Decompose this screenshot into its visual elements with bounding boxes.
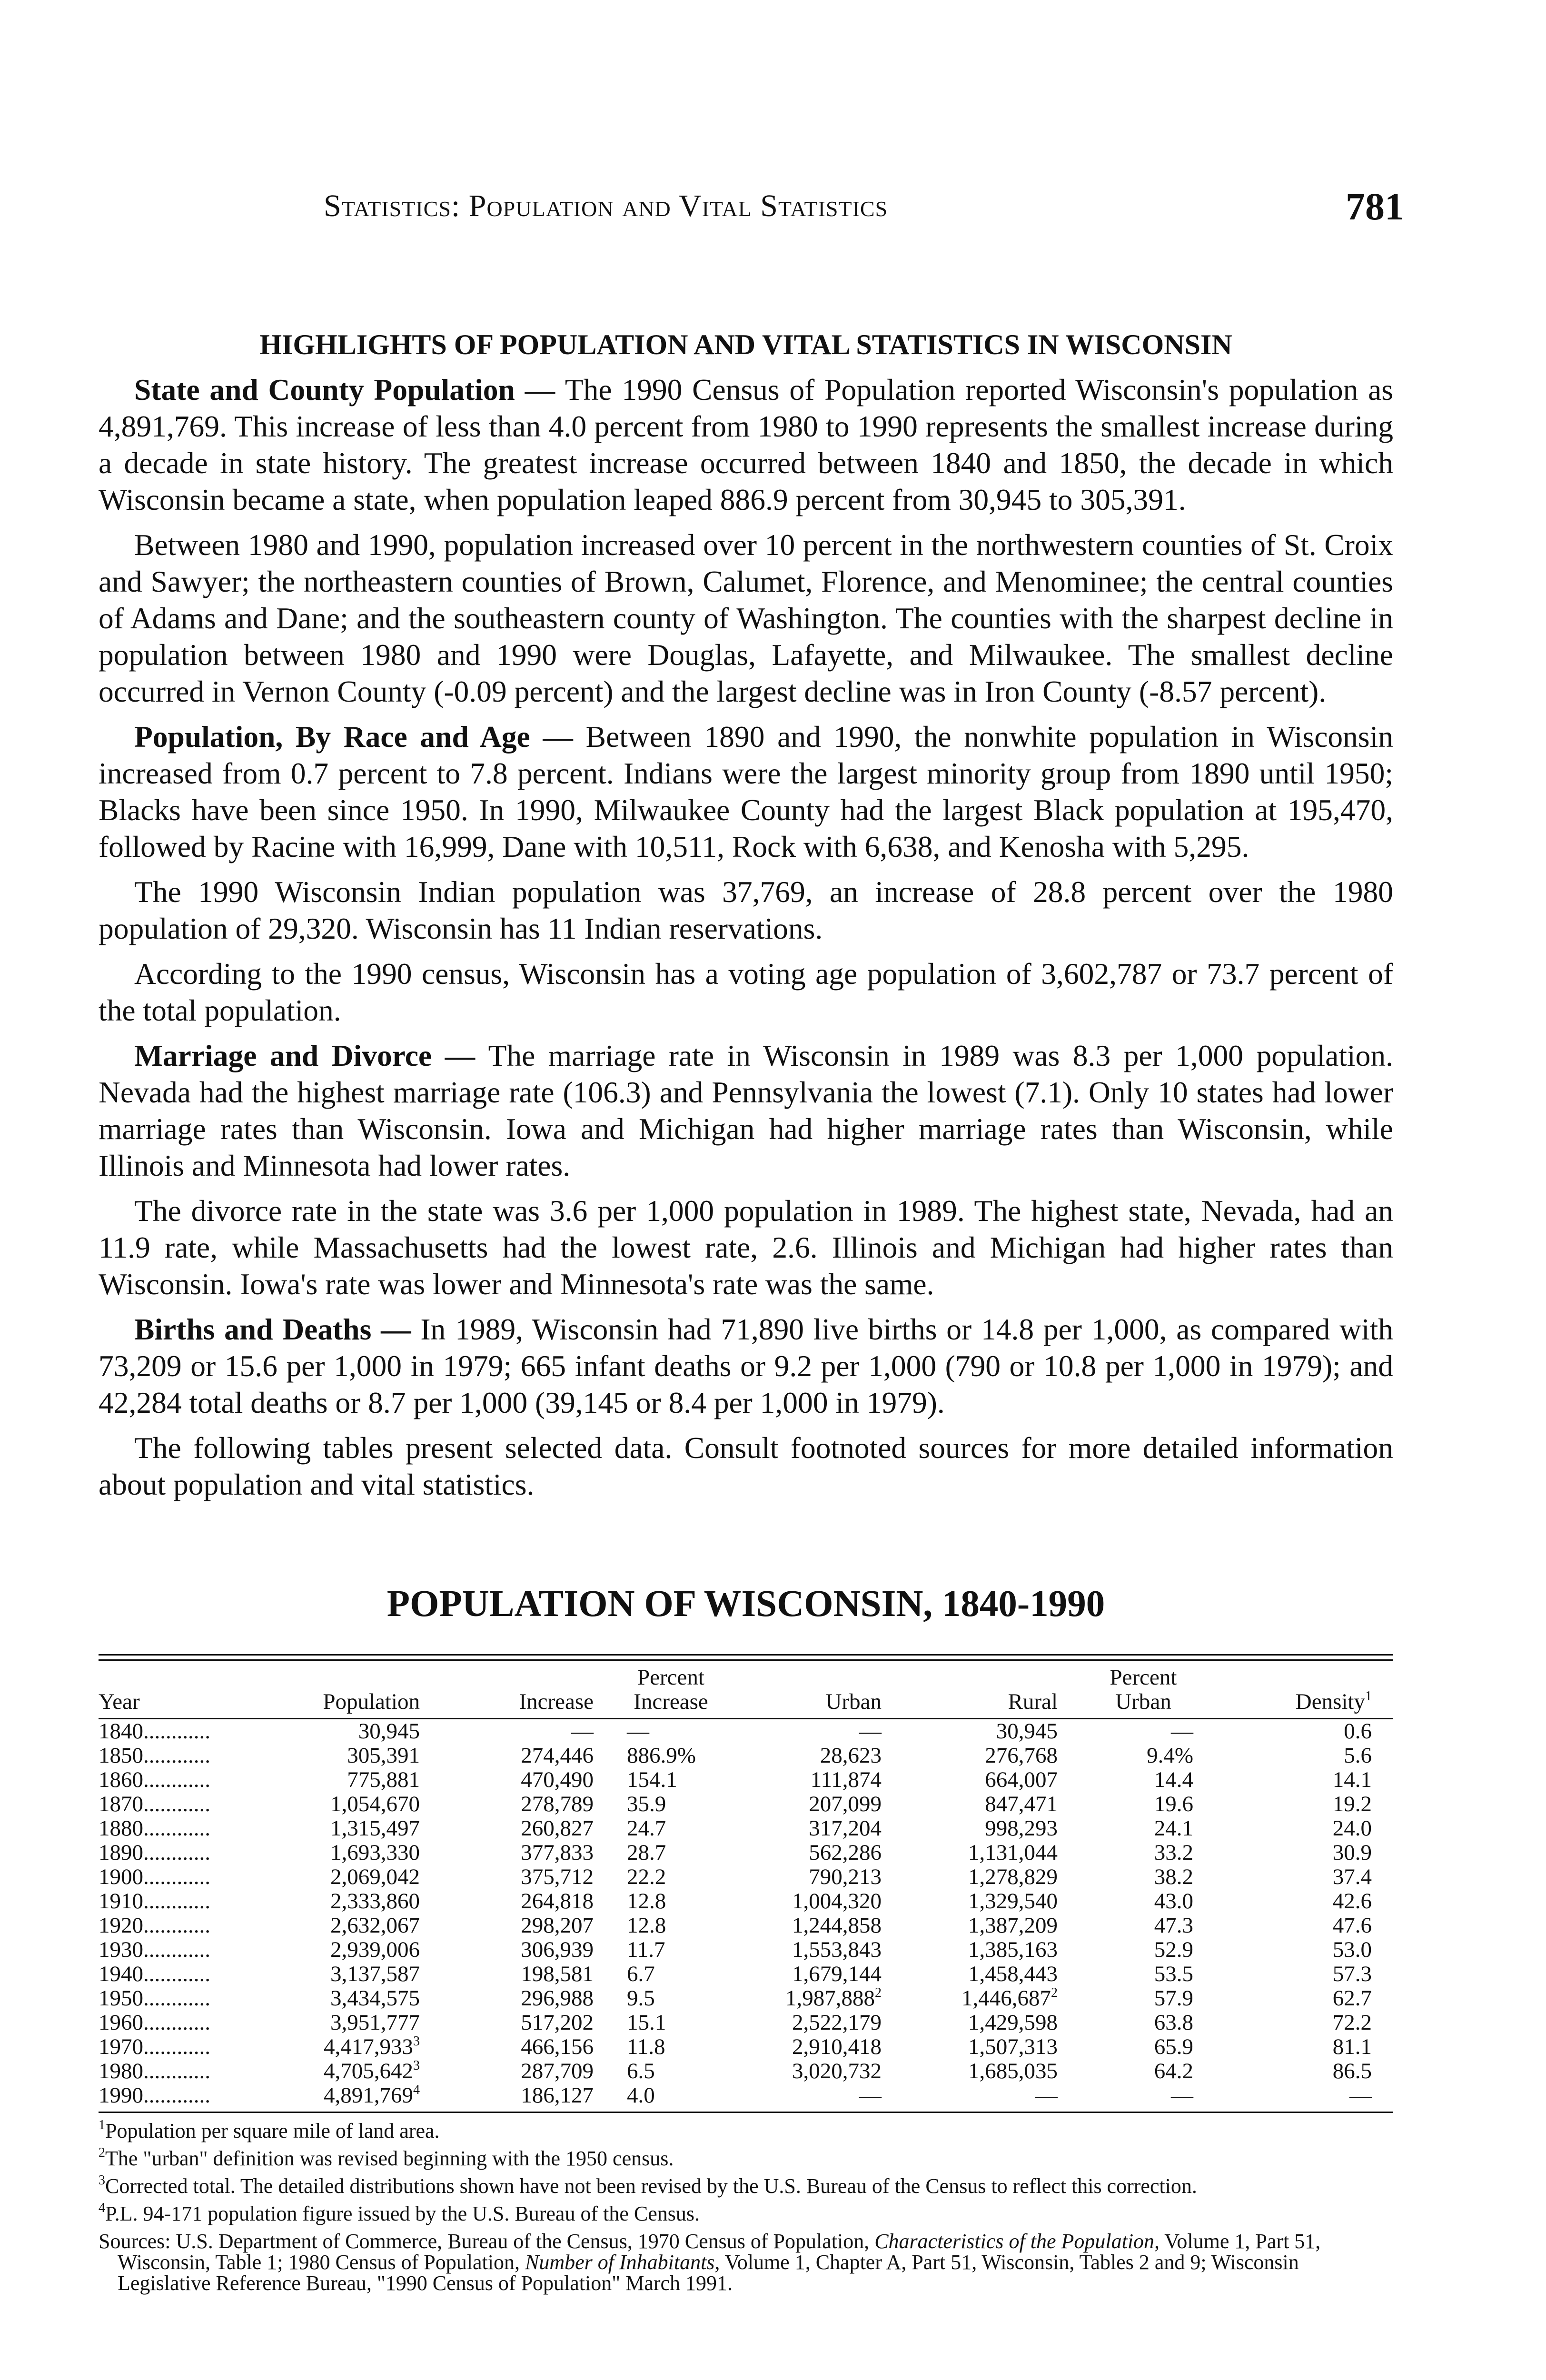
cell-population <box>294 2011 439 2035</box>
cell-increase: — <box>571 1719 594 1744</box>
cell-percent-increase: 4.0 <box>627 2083 655 2108</box>
cell-urban-value: — <box>859 1719 882 1744</box>
cell-urban-value: 317,204 <box>809 1816 882 1841</box>
cell-rural-note: 2 <box>1051 1985 1058 2000</box>
cell-percent-urban: 38.2 <box>1154 1864 1193 1889</box>
cell-percent-increase: 886.9% <box>627 1743 696 1768</box>
cell-rural-value: 1,385,163 <box>968 1937 1058 1962</box>
cell-percent-increase: 24.7 <box>627 1816 666 1841</box>
cell-density: 19.2 <box>1332 1792 1372 1816</box>
cell-percent-urban: 65.9 <box>1154 2034 1193 2059</box>
header-percent-urban-line1: Percent <box>1110 1665 1177 1690</box>
cell-rural <box>901 2011 1077 2035</box>
cell-population-value: 1,054,670 <box>330 1792 420 1816</box>
cell-percent-increase: 15.1 <box>627 2010 666 2035</box>
cell-increase: 264,818 <box>521 1889 594 1914</box>
header-year: Year <box>99 1661 294 1719</box>
paragraph-text: The following tables present selected data. Consult footnoted sources for more detailed information about population and vital statistics. <box>99 1431 1393 1501</box>
cell-rural-value: 1,429,598 <box>968 2010 1058 2035</box>
cell-rural <box>901 1816 1077 1841</box>
footnote <box>99 2203 1393 2224</box>
header-population: Population <box>294 1661 439 1719</box>
cell-density: 37.4 <box>1332 1864 1372 1889</box>
table-row <box>99 1719 1393 1744</box>
cell-urban <box>727 1744 901 1768</box>
cell-urban <box>727 1792 901 1816</box>
cell-percent-urban: — <box>1171 1719 1193 1744</box>
footnote-text: Corrected total. The detailed distributions shown have not been revised by the U.S. Bureau of the Census to reflect this correction. <box>105 2174 1197 2198</box>
cell-rural-value: 1,507,313 <box>968 2034 1058 2059</box>
cell-urban-value: 2,522,179 <box>792 2010 882 2035</box>
sources-tail: Volume 1, Chapter A, Part 51, Wisconsin, Tables 2 and 9; Wisconsin Legislative Reference Bureau, "1990 Census of Population" March 1991. <box>118 2251 1299 2295</box>
cell-urban <box>727 1938 901 1962</box>
cell-population-note: 3 <box>413 2058 420 2073</box>
body-paragraph <box>99 1429 1393 1503</box>
cell-percent-urban: 9.4% <box>1147 1743 1193 1768</box>
cell-increase: 278,789 <box>521 1792 594 1816</box>
cell-year: 1940............ <box>99 1962 210 1986</box>
cell-rural <box>901 2083 1077 2112</box>
table-bottom-rule <box>99 2112 1393 2113</box>
header-percent-increase-line2: Increase <box>634 1689 708 1714</box>
cell-percent-increase: 9.5 <box>627 1986 655 2011</box>
cell-rural-value: 1,131,044 <box>968 1840 1058 1865</box>
cell-increase: 466,156 <box>521 2034 594 2059</box>
header-increase: Increase <box>439 1661 615 1719</box>
cell-percent-increase: 6.5 <box>627 2059 655 2083</box>
cell-population <box>294 1914 439 1938</box>
cell-rural <box>901 1719 1077 1744</box>
paragraph-lead: Births and Deaths — <box>134 1312 421 1346</box>
cell-population <box>294 1768 439 1792</box>
body-paragraph <box>99 873 1393 947</box>
cell-population <box>294 2035 439 2059</box>
cell-population <box>294 1719 439 1744</box>
header-percent-urban-line2: Urban <box>1115 1689 1171 1714</box>
cell-rural-value: 1,278,829 <box>968 1864 1058 1889</box>
cell-year: 1850............ <box>99 1743 210 1768</box>
cell-percent-urban: 47.3 <box>1154 1913 1193 1938</box>
cell-urban <box>727 2083 901 2112</box>
cell-percent-urban: 57.9 <box>1154 1986 1193 2011</box>
cell-urban <box>727 1986 901 2011</box>
sources-italic-title-2: Number of Inhabitants, <box>525 2251 720 2274</box>
cell-urban <box>727 1841 901 1865</box>
header-density <box>1219 1661 1393 1719</box>
paragraph-text: In 1989, Wisconsin had 71,890 live births or 14.8 per 1,000, as compared with 73,209 or 15.6 per 1,000 in 1979; 665 infant deaths or 9.2 per 1,000 (790 or 10.8 per 1,000 in 1979); and 42,284 total deaths or 8.7 per 1,000 (39,145 or 8.4 per 1,000 in 1979). <box>99 1312 1393 1419</box>
cell-rural-value: 664,007 <box>985 1767 1058 1792</box>
cell-urban <box>727 1768 901 1792</box>
cell-rural <box>901 1962 1077 1986</box>
cell-year: 1920............ <box>99 1913 210 1938</box>
running-header <box>324 185 1404 240</box>
cell-urban-value: 1,679,144 <box>792 1962 882 1986</box>
table-header-row <box>99 1661 1393 1719</box>
cell-year: 1900............ <box>99 1864 210 1889</box>
cell-increase: 298,207 <box>521 1913 594 1938</box>
cell-population-value: 775,881 <box>347 1767 420 1792</box>
body-paragraph <box>99 1192 1393 1302</box>
cell-density: 14.1 <box>1332 1767 1372 1792</box>
cell-urban-value: — <box>859 2083 882 2108</box>
cell-percent-urban: 53.5 <box>1154 1962 1193 1986</box>
footnote-text: P.L. 94-171 population figure issued by the U.S. Bureau of the Census. <box>105 2202 700 2225</box>
table-row <box>99 1889 1393 1914</box>
cell-urban-value: 1,004,320 <box>792 1889 882 1914</box>
table-row <box>99 2011 1393 2035</box>
cell-density: 24.0 <box>1332 1816 1372 1841</box>
header-urban: Urban <box>727 1661 901 1719</box>
cell-percent-increase: 11.7 <box>627 1937 665 1962</box>
cell-rural <box>901 1914 1077 1938</box>
cell-population <box>294 1841 439 1865</box>
cell-density: — <box>1349 2083 1372 2108</box>
cell-rural-value: 276,768 <box>985 1743 1058 1768</box>
cell-rural-value: 1,458,443 <box>968 1962 1058 1986</box>
table-row <box>99 1865 1393 1889</box>
cell-year: 1860............ <box>99 1767 210 1792</box>
table-body <box>99 1719 1393 2112</box>
cell-urban-value: 3,020,732 <box>792 2059 882 2083</box>
cell-urban <box>727 2035 901 2059</box>
cell-rural <box>901 1744 1077 1768</box>
cell-increase: 287,709 <box>521 2059 594 2083</box>
cell-urban-value: 2,910,418 <box>792 2034 882 2059</box>
cell-rural-value: — <box>1035 2083 1058 2108</box>
cell-density: 30.9 <box>1332 1840 1372 1865</box>
sources-mid: Volume 1, Part 51, Wisconsin, Table 1; 1980 Census of Population, <box>118 2230 1321 2274</box>
table-row <box>99 1768 1393 1792</box>
paragraph-text: The divorce rate in the state was 3.6 per 1,000 population in 1989. The highest state, Nevada, had an 11.9 rate, while Massachusetts had the lowest rate, 2.6. Illinois and Michigan had higher rates than Wisconsin. Iowa's rate was lower and Minnesota's rate was the same. <box>99 1194 1393 1301</box>
cell-rural-value: 1,329,540 <box>968 1889 1058 1914</box>
table-row <box>99 2059 1393 2083</box>
cell-year: 1990............ <box>99 2083 210 2108</box>
cell-population-value: 2,069,042 <box>330 1864 420 1889</box>
cell-urban <box>727 1962 901 1986</box>
population-table-wrapper <box>99 1654 1393 2113</box>
cell-increase: 470,490 <box>521 1767 594 1792</box>
cell-percent-increase: 11.8 <box>627 2034 665 2059</box>
cell-urban-value: 28,623 <box>820 1743 882 1768</box>
cell-density: 0.6 <box>1344 1719 1372 1744</box>
cell-year: 1910............ <box>99 1889 210 1914</box>
cell-percent-urban: 19.6 <box>1154 1792 1193 1816</box>
paragraph-lead: Marriage and Divorce — <box>134 1039 488 1072</box>
cell-percent-urban: 33.2 <box>1154 1840 1193 1865</box>
cell-urban <box>727 1889 901 1914</box>
cell-density: 72.2 <box>1332 2010 1372 2035</box>
cell-population-value: 2,632,067 <box>330 1913 420 1938</box>
table-row <box>99 1816 1393 1841</box>
header-density-note: 1 <box>1365 1689 1372 1704</box>
cell-year: 1950............ <box>99 1986 210 2011</box>
cell-urban-value: 1,987,888 <box>785 1986 875 2011</box>
cell-year: 1930............ <box>99 1937 210 1962</box>
cell-urban-note: 2 <box>875 1985 882 2000</box>
body-paragraph <box>99 718 1393 865</box>
table-notes <box>99 2118 1393 2301</box>
footnote-mark: 2 <box>99 2145 105 2160</box>
table-row <box>99 1744 1393 1768</box>
cell-rural <box>901 2059 1077 2083</box>
cell-population-value: 1,315,497 <box>330 1816 420 1841</box>
footnote <box>99 2173 1393 2198</box>
cell-percent-increase: 22.2 <box>627 1864 666 1889</box>
cell-population-value: 3,951,777 <box>330 2010 420 2035</box>
sources-lead: Sources: U.S. Department of Commerce, Bureau of the Census, 1970 Census of Population, <box>99 2230 875 2253</box>
table-title: POPULATION OF WISCONSIN, 1840-1990 <box>386 1583 1105 1625</box>
body-paragraph <box>99 1037 1393 1184</box>
cell-year: 1970............ <box>99 2034 210 2059</box>
cell-increase: 274,446 <box>521 1743 594 1768</box>
cell-population-value: 4,705,642 <box>324 2059 413 2083</box>
cell-increase: 260,827 <box>521 1816 594 1841</box>
cell-percent-increase: 12.8 <box>627 1889 666 1914</box>
cell-urban <box>727 1816 901 1841</box>
cell-density: 42.6 <box>1332 1889 1372 1914</box>
footnote-mark: 3 <box>99 2173 105 2188</box>
cell-percent-urban: — <box>1171 2083 1193 2108</box>
cell-urban-value: 207,099 <box>809 1792 882 1816</box>
cell-population <box>294 1744 439 1768</box>
cell-urban-value: 562,286 <box>809 1840 882 1865</box>
cell-population-value: 3,434,575 <box>330 1986 420 2011</box>
cell-year: 1960............ <box>99 2010 210 2035</box>
cell-urban-value: 1,244,858 <box>792 1913 882 1938</box>
cell-population <box>294 1792 439 1816</box>
cell-year: 1840............ <box>99 1719 210 1744</box>
cell-percent-increase: 6.7 <box>627 1962 655 1986</box>
footnote-text: Population per square mile of land area. <box>105 2119 440 2142</box>
cell-percent-increase: 28.7 <box>627 1840 666 1865</box>
cell-percent-urban: 52.9 <box>1154 1937 1193 1962</box>
cell-population-note: 3 <box>413 2034 420 2049</box>
paragraph-text: The 1990 Census of Population reported Wisconsin's population as 4,891,769. This increase of less than 4.0 percent from 1980 to 1990 represents the smallest increase during a decade in state history. The greatest increase occurred between 1840 and 1850, the decade in which Wisconsin became a state, when population leaped 886.9 percent from 30,945 to 305,391. <box>99 373 1393 516</box>
cell-density: 5.6 <box>1344 1743 1372 1768</box>
header-rural: Rural <box>901 1661 1077 1719</box>
footnote <box>99 2118 1393 2142</box>
cell-urban-value: 1,553,843 <box>792 1937 882 1962</box>
body-paragraph <box>99 371 1393 518</box>
cell-rural <box>901 1841 1077 1865</box>
paragraph-text: The 1990 Wisconsin Indian population was 37,769, an increase of 28.8 percent over the 1980 population of 29,320. Wisconsin has 11 Indian reservations. <box>99 875 1393 945</box>
cell-population-value: 3,137,587 <box>330 1962 420 1986</box>
cell-rural <box>901 1889 1077 1914</box>
cell-rural-value: 1,685,035 <box>968 2059 1058 2083</box>
sources-italic-title-1: Characteristics of the Population, <box>874 2230 1160 2253</box>
cell-population <box>294 2083 439 2112</box>
cell-percent-urban: 24.1 <box>1154 1816 1193 1841</box>
cell-percent-increase: 154.1 <box>627 1767 677 1792</box>
cell-urban <box>727 2011 901 2035</box>
cell-urban-value: 111,874 <box>810 1767 882 1792</box>
cell-population-value: 30,945 <box>358 1719 420 1744</box>
cell-density: 86.5 <box>1332 2059 1372 2083</box>
cell-population-note: 4 <box>413 2082 420 2097</box>
table-row <box>99 1986 1393 2011</box>
cell-increase: 517,202 <box>521 2010 594 2035</box>
table-row <box>99 2083 1393 2112</box>
table-row <box>99 1841 1393 1865</box>
paragraph-text: According to the 1990 census, Wisconsin has a voting age population of 3,602,787 or 73.7 percent of the total population. <box>99 957 1393 1027</box>
table-row <box>99 1914 1393 1938</box>
cell-percent-urban: 64.2 <box>1154 2059 1193 2083</box>
body-paragraph <box>99 955 1393 1029</box>
cell-percent-urban: 14.4 <box>1154 1767 1193 1792</box>
cell-population-value: 4,891,769 <box>324 2083 413 2108</box>
cell-increase: 186,127 <box>521 2083 594 2108</box>
sources <box>99 2231 1393 2294</box>
cell-density: 57.3 <box>1332 1962 1372 1986</box>
cell-density: 62.7 <box>1332 1986 1372 2011</box>
cell-population-value: 1,693,330 <box>330 1840 420 1865</box>
cell-rural-value: 1,446,687 <box>961 1986 1051 2011</box>
running-header-title: Statistics: Population and Vital Statistics <box>324 188 888 223</box>
cell-density: 53.0 <box>1332 1937 1372 1962</box>
cell-increase: 377,833 <box>521 1840 594 1865</box>
cell-rural-value: 1,387,209 <box>968 1913 1058 1938</box>
cell-rural <box>901 1865 1077 1889</box>
cell-urban <box>727 1865 901 1889</box>
paragraph-text: Between 1890 and 1990, the nonwhite population in Wisconsin increased from 0.7 percent to 7.8 percent. Indians were the largest minority group from 1890 until 1950; Blacks have been since 1950. In 1990, Milwaukee County had the largest Black population at 195,470, followed by Racine with 16,999, Dane with 10,511, Rock with 6,638, and Kenosha with 5,295. <box>99 720 1393 863</box>
cell-urban <box>727 2059 901 2083</box>
population-table <box>99 1661 1393 2112</box>
cell-density: 47.6 <box>1332 1913 1372 1938</box>
cell-urban <box>727 1914 901 1938</box>
cell-year: 1870............ <box>99 1792 210 1816</box>
paragraph-text: Between 1980 and 1990, population increased over 10 percent in the northwestern counties of St. Croix and Sawyer; the northeastern counties of Brown, Calumet, Florence, and Menominee; the central counties of Adams and Dane; and the southeastern county of Washington. The counties with the sharpest decline in population between 1980 and 1990 were Douglas, Lafayette, and Milwaukee. The smallest decline occurred in Vernon County (-0.09 percent) and the largest decline was in Iron County (-8.57 percent). <box>99 528 1393 708</box>
cell-population <box>294 2059 439 2083</box>
table-row <box>99 1792 1393 1816</box>
table-row <box>99 2035 1393 2059</box>
cell-population <box>294 1938 439 1962</box>
cell-urban <box>727 1719 901 1744</box>
cell-rural-value: 847,471 <box>985 1792 1058 1816</box>
cell-population <box>294 1986 439 2011</box>
body-paragraph <box>99 1311 1393 1421</box>
cell-increase: 375,712 <box>521 1864 594 1889</box>
header-percent-increase <box>615 1661 727 1719</box>
paragraph-lead: State and County Population — <box>134 373 565 407</box>
header-percent-increase-line1: Percent <box>637 1665 704 1690</box>
table-row <box>99 1938 1393 1962</box>
cell-percent-urban: 63.8 <box>1154 2010 1193 2035</box>
footnote-mark: 1 <box>99 2118 105 2132</box>
cell-population-value: 2,939,006 <box>330 1937 420 1962</box>
cell-rural-value: 998,293 <box>985 1816 1058 1841</box>
cell-rural <box>901 1938 1077 1962</box>
cell-percent-increase: 12.8 <box>627 1913 666 1938</box>
cell-density: 81.1 <box>1332 2034 1372 2059</box>
section-title: HIGHLIGHTS OF POPULATION AND VITAL STATISTICS IN WISCONSIN <box>259 329 1232 360</box>
cell-population <box>294 1962 439 1986</box>
footnote-mark: 4 <box>99 2201 105 2215</box>
cell-year: 1980............ <box>99 2059 210 2083</box>
cell-increase: 306,939 <box>521 1937 594 1962</box>
cell-percent-increase: 35.9 <box>627 1792 666 1816</box>
cell-population-value: 2,333,860 <box>330 1889 420 1914</box>
paragraph-text: The marriage rate in Wisconsin in 1989 was 8.3 per 1,000 population. Nevada had the highest marriage rate (106.3) and Pennsylvania the lowest (7.1). Only 10 states had lower marriage rates than Wisconsin. Iowa and Michigan had higher marriage rates than Wisconsin, while Illinois and Minnesota had lower rates. <box>99 1039 1393 1182</box>
cell-increase: 198,581 <box>521 1962 594 1986</box>
cell-increase: 296,988 <box>521 1986 594 2011</box>
table-row <box>99 1962 1393 1986</box>
cell-year: 1880............ <box>99 1816 210 1841</box>
cell-rural <box>901 1792 1077 1816</box>
footnote <box>99 2145 1393 2170</box>
cell-population <box>294 1816 439 1841</box>
table-top-rule <box>99 1654 1393 1661</box>
page-number: 781 <box>1346 185 1404 228</box>
header-density-label: Density <box>1295 1689 1365 1714</box>
cell-percent-increase: — <box>627 1719 649 1744</box>
cell-percent-urban: 43.0 <box>1154 1889 1193 1914</box>
body-text <box>99 371 1393 1511</box>
cell-population <box>294 1889 439 1914</box>
cell-rural <box>901 1768 1077 1792</box>
header-percent-urban <box>1077 1661 1219 1719</box>
cell-population-value: 305,391 <box>347 1743 420 1768</box>
cell-population <box>294 1865 439 1889</box>
cell-population-value: 4,417,933 <box>324 2034 413 2059</box>
cell-rural-value: 30,945 <box>996 1719 1058 1744</box>
body-paragraph <box>99 526 1393 710</box>
cell-rural <box>901 1986 1077 2011</box>
footnote-text: The "urban" definition was revised beginning with the 1950 census. <box>105 2147 674 2170</box>
cell-year: 1890............ <box>99 1840 210 1865</box>
cell-rural <box>901 2035 1077 2059</box>
paragraph-lead: Population, By Race and Age — <box>134 720 586 754</box>
cell-urban-value: 790,213 <box>809 1864 882 1889</box>
